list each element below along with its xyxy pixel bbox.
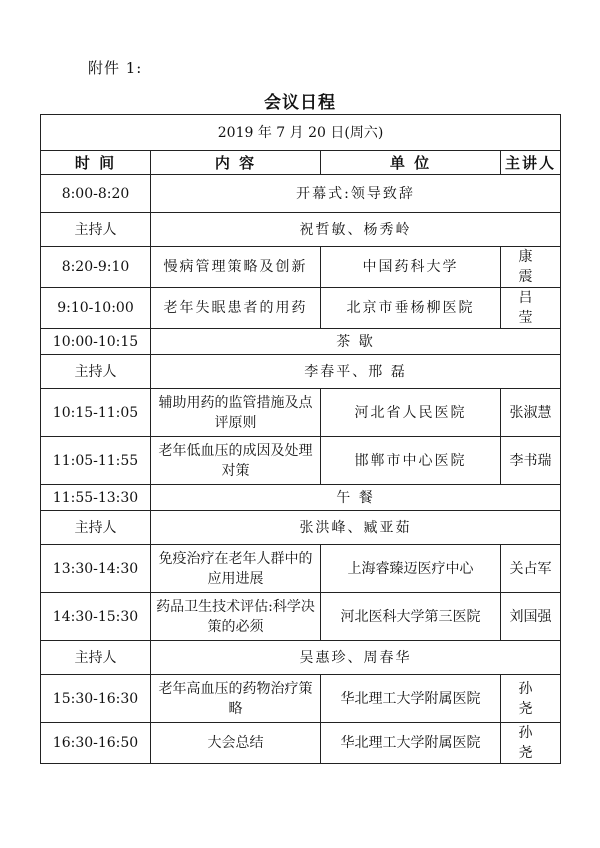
- time-cell: 13:30-14:30: [41, 545, 151, 593]
- time-cell: 15:30-16:30: [41, 675, 151, 723]
- host-label-cell: 主持人: [41, 213, 151, 247]
- table-row: [41, 485, 561, 511]
- content-cell: 辅助用药的监管措施及点评原则: [151, 389, 321, 437]
- speaker-cell: 张淑慧: [501, 389, 561, 437]
- time-cell: 8:20-9:10: [41, 247, 151, 288]
- table-row: [41, 175, 561, 213]
- page-title: 会议日程: [264, 93, 336, 113]
- unit-cell: 河北省人民医院: [321, 389, 501, 437]
- speaker-cell: 吕 莹: [501, 288, 561, 329]
- unit-cell: 上海睿臻迈医疗中心: [321, 545, 501, 593]
- session-cell: 午 餐: [151, 485, 561, 511]
- content-cell: 药品卫生技术评估:科学决策的必须: [151, 593, 321, 641]
- table-row: [41, 288, 561, 329]
- host-names-cell: 李春平、邢 磊: [151, 355, 561, 389]
- host-label-cell: 主持人: [41, 641, 151, 675]
- session-cell: 开幕式:领导致辞: [151, 175, 561, 213]
- column-header-unit: 单 位: [321, 151, 501, 175]
- table-row: [41, 355, 561, 389]
- time-cell: 10:00-10:15: [41, 329, 151, 355]
- host-label-cell: 主持人: [41, 511, 151, 545]
- header-row: [41, 151, 561, 175]
- table-row: [41, 675, 561, 723]
- table-row: [41, 641, 561, 675]
- table-row: [41, 511, 561, 545]
- unit-cell: 北京市垂杨柳医院: [321, 288, 501, 329]
- table-row: [41, 437, 561, 485]
- column-header-time: 时 间: [41, 151, 151, 175]
- date-header: 2019 年 7 月 20 日(周六): [41, 115, 561, 151]
- column-header-speaker: 主讲人: [501, 151, 561, 175]
- content-cell: 慢病管理策略及创新: [151, 247, 321, 288]
- session-cell: 茶 歇: [151, 329, 561, 355]
- table-row: [41, 723, 561, 764]
- column-header-content: 内 容: [151, 151, 321, 175]
- content-cell: 大会总结: [151, 723, 321, 764]
- time-cell: 9:10-10:00: [41, 288, 151, 329]
- table-row: [41, 213, 561, 247]
- schedule-table: [40, 114, 561, 764]
- content-cell: 老年高血压的药物治疗策略: [151, 675, 321, 723]
- unit-cell: 华北理工大学附属医院: [321, 675, 501, 723]
- host-names-cell: 祝哲敏、杨秀岭: [151, 213, 561, 247]
- time-cell: 11:55-13:30: [41, 485, 151, 511]
- speaker-cell: 康 震: [501, 247, 561, 288]
- speaker-cell: 关占军: [501, 545, 561, 593]
- attachment-label: 附件 1:: [88, 59, 143, 77]
- time-cell: 11:05-11:55: [41, 437, 151, 485]
- speaker-cell: 孙 尧: [501, 723, 561, 764]
- date-row: [41, 115, 561, 151]
- table-row: [41, 593, 561, 641]
- time-cell: 8:00-8:20: [41, 175, 151, 213]
- time-cell: 14:30-15:30: [41, 593, 151, 641]
- unit-cell: 华北理工大学附属医院: [321, 723, 501, 764]
- content-cell: 免疫治疗在老年人群中的应用进展: [151, 545, 321, 593]
- speaker-cell: 刘国强: [501, 593, 561, 641]
- table-row: [41, 247, 561, 288]
- content-cell: 老年失眠患者的用药: [151, 288, 321, 329]
- host-names-cell: 张洪峰、臧亚茹: [151, 511, 561, 545]
- unit-cell: 邯郸市中心医院: [321, 437, 501, 485]
- table-row: [41, 389, 561, 437]
- time-cell: 16:30-16:50: [41, 723, 151, 764]
- speaker-cell: 孙 尧: [501, 675, 561, 723]
- time-cell: 10:15-11:05: [41, 389, 151, 437]
- speaker-cell: 李书瑞: [501, 437, 561, 485]
- content-cell: 老年低血压的成因及处理对策: [151, 437, 321, 485]
- unit-cell: 河北医科大学第三医院: [321, 593, 501, 641]
- table-row: [41, 329, 561, 355]
- unit-cell: 中国药科大学: [321, 247, 501, 288]
- host-names-cell: 吴惠珍、周春华: [151, 641, 561, 675]
- host-label-cell: 主持人: [41, 355, 151, 389]
- table-row: [41, 545, 561, 593]
